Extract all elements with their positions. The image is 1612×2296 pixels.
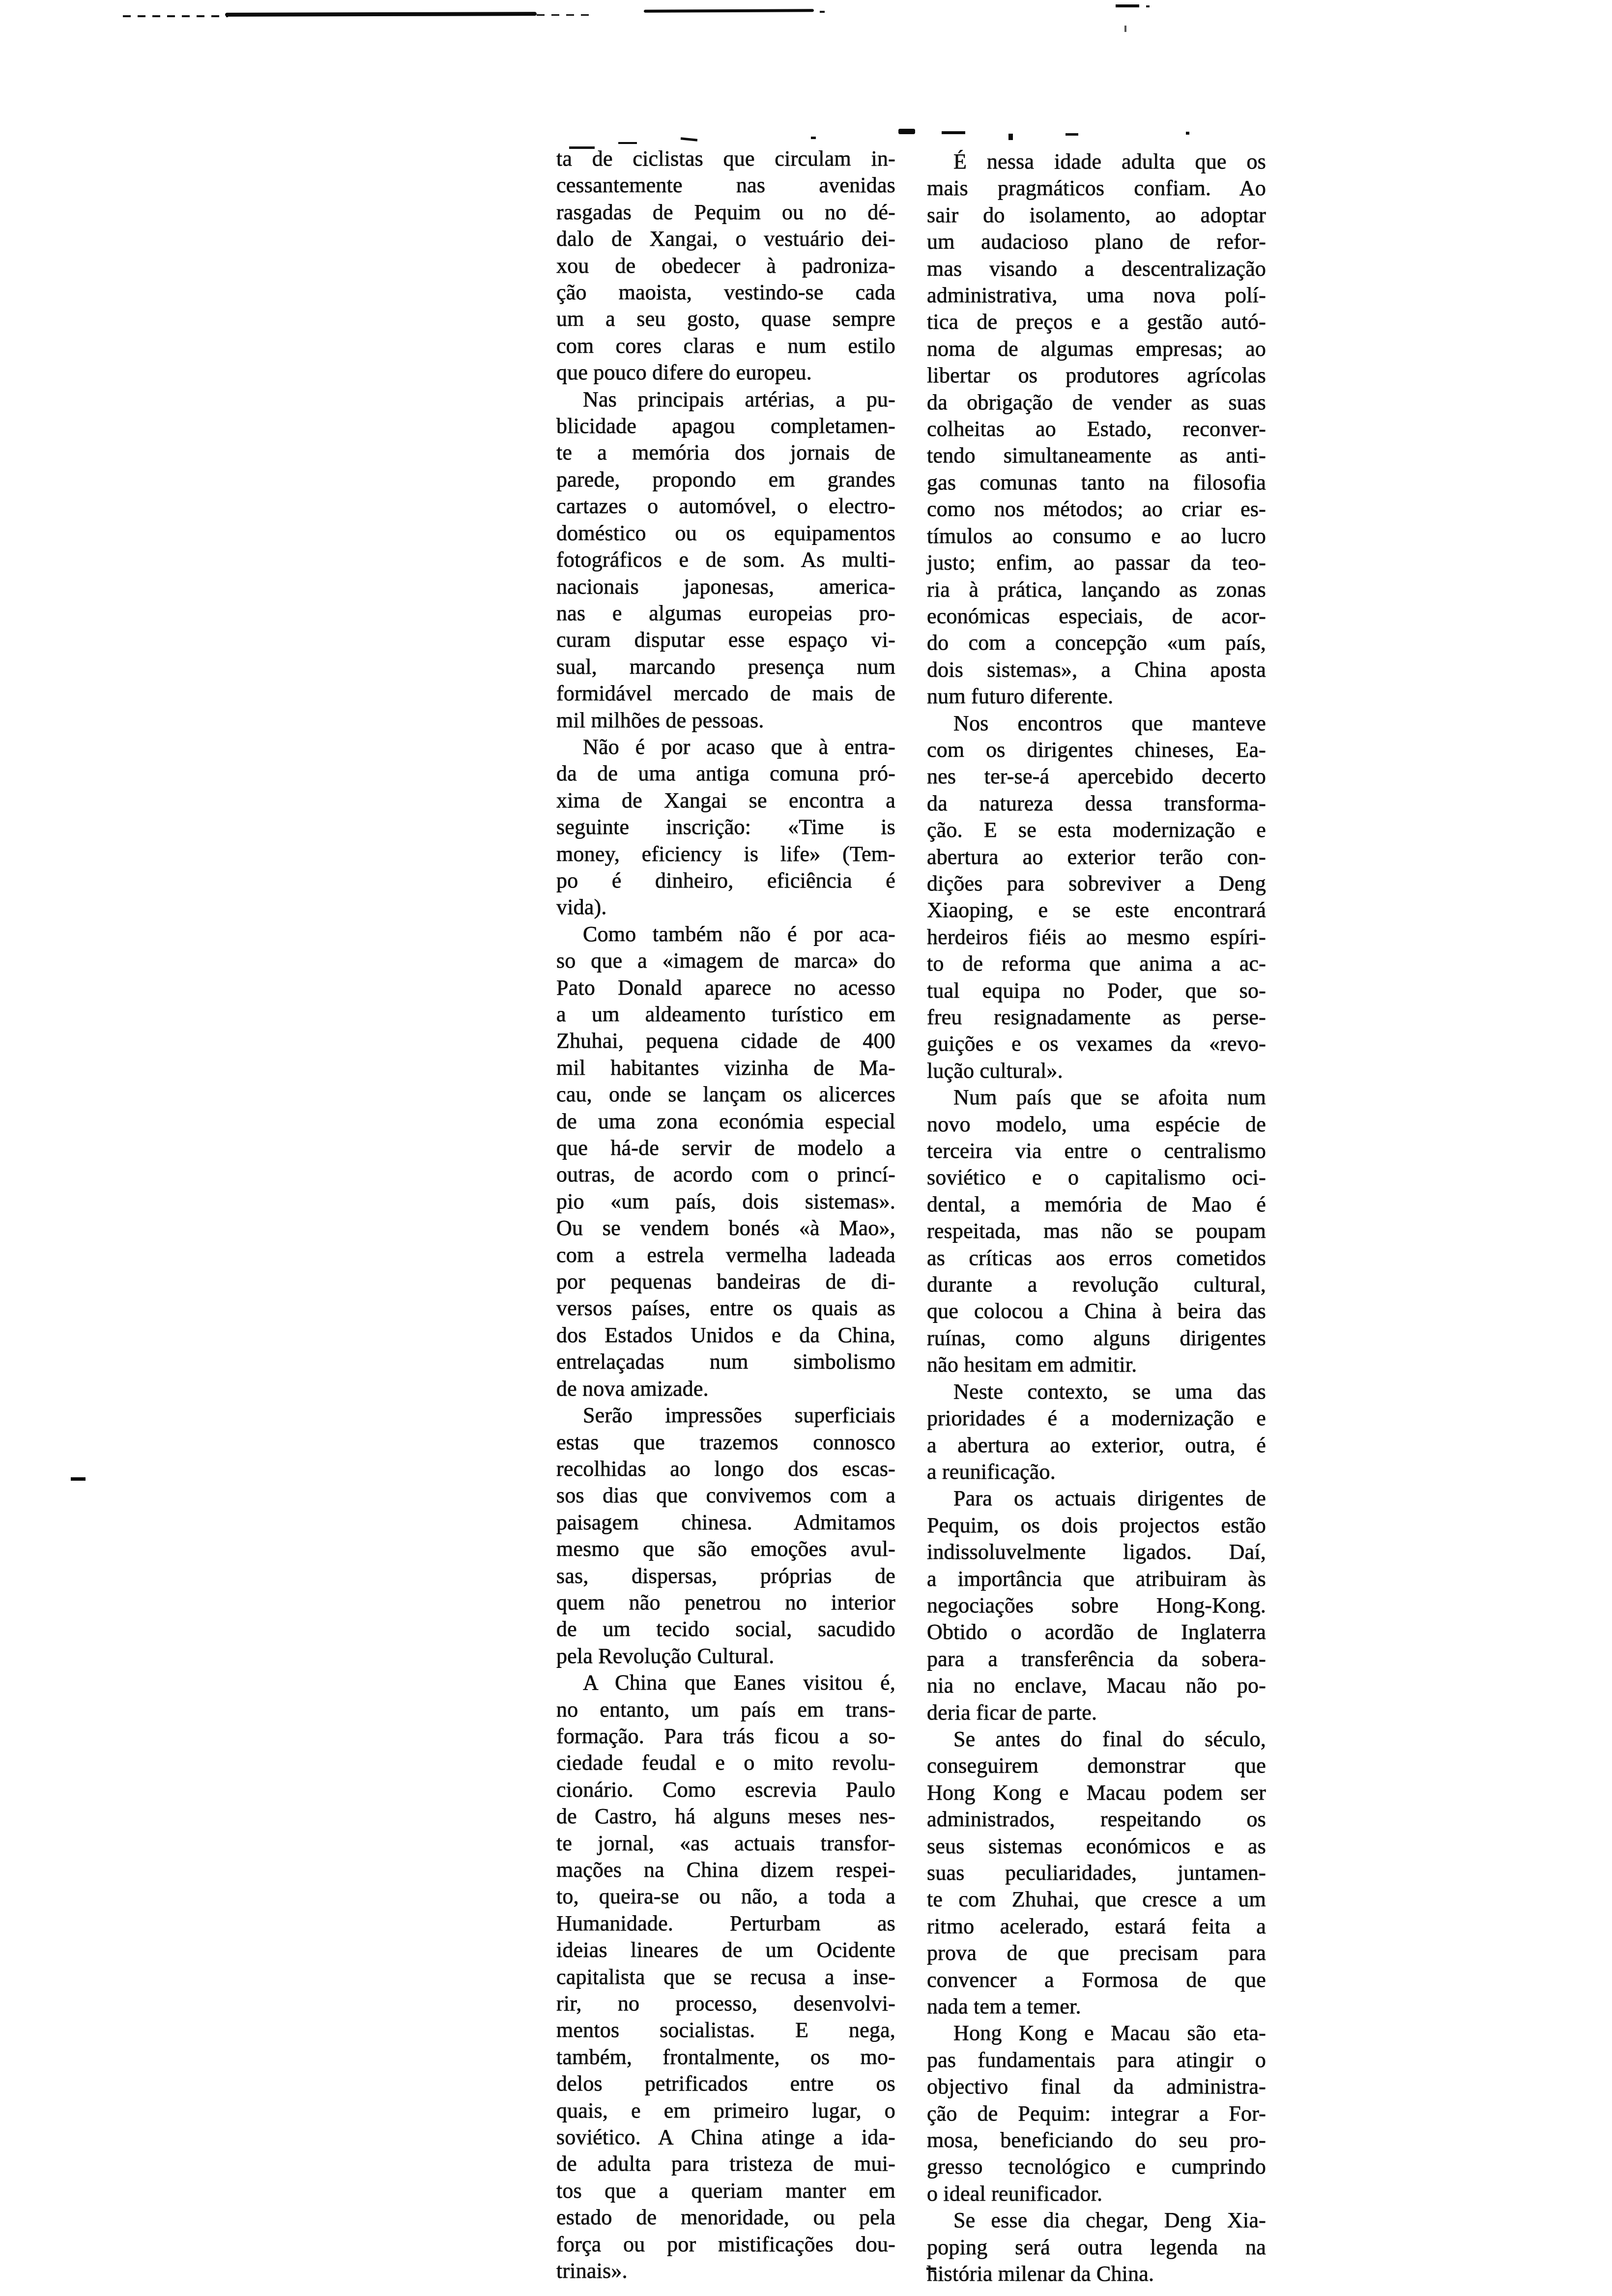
text-line: freu resignadamente as perse-	[927, 1005, 1266, 1029]
text-line: indissoluvelmente ligados. Daí,	[927, 1540, 1266, 1564]
scan-artifact-top-dash-far-right	[1116, 4, 1139, 7]
text-line: noma de algumas empresas; ao	[927, 336, 1266, 361]
text-line: Nos encontros que manteve	[953, 711, 1266, 735]
text-line: herdeiros fiéis ao mesmo espíri-	[927, 924, 1266, 949]
text-line: tual equipa no Poder, que so-	[927, 978, 1266, 1003]
text-line: Serão impressões superficiais	[583, 1403, 895, 1428]
text-line: quem não penetrou no interior	[556, 1590, 895, 1614]
text-line: xima de Xangai se encontra a	[556, 788, 895, 812]
text-line: parede, propondo em grandes	[556, 467, 895, 491]
text-line: Pequim, os dois projectos estão	[927, 1513, 1266, 1537]
text-line: curam disputar esse espaço vi-	[556, 628, 895, 652]
text-line: dois sistemas», a China aposta	[927, 657, 1266, 682]
text-line: libertar os produtores agrícolas	[927, 363, 1266, 388]
text-line: sair do isolamento, ao adoptar	[927, 202, 1266, 227]
text-line: terceira via entre o centralismo	[927, 1139, 1266, 1163]
scan-artifact-top-dot-2	[1146, 5, 1150, 7]
text-line: dições para sobreviver a Deng	[927, 871, 1266, 895]
text-line: A China que Eanes visitou é,	[583, 1670, 895, 1695]
text-line: Se esse dia chegar, Deng Xia-	[953, 2208, 1266, 2233]
text-line: nacionais japonesas, america-	[556, 574, 895, 599]
scan-artifact-speck-e	[898, 129, 915, 134]
paragraph	[556, 386, 895, 734]
text-line: um a seu gosto, quase sempre	[556, 307, 895, 331]
text-line: prioridades é a modernização e	[927, 1406, 1266, 1431]
text-line: Como também não é por aca-	[583, 921, 895, 946]
text-line: a abertura ao exterior, outra, é	[927, 1433, 1266, 1457]
text-line: Nas principais artérias, a pu-	[583, 387, 895, 411]
text-line: como nos métodos; ao criar es-	[927, 497, 1266, 521]
text-line: delos petrificados entre os	[556, 2071, 895, 2096]
text-line: do com a concepção «um país,	[927, 631, 1266, 655]
text-line: de nova amizade.	[556, 1376, 709, 1401]
text-line: trinais».	[556, 2259, 628, 2283]
text-line: ruínas, como alguns dirigentes	[927, 1325, 1266, 1350]
text-line: administrativa, uma nova polí-	[927, 283, 1266, 308]
scan-artifact-tick	[1124, 26, 1126, 32]
text-line: mil milhões de pessoas.	[556, 708, 764, 732]
text-line: durante a revolução cultural,	[927, 1272, 1266, 1297]
text-line: gresso tecnológico e cumprindo	[927, 2154, 1266, 2179]
text-line: ria à prática, lançando as zonas	[927, 577, 1266, 602]
text-line: mentos socialistas. E nega,	[556, 2018, 895, 2042]
text-line: novo modelo, uma espécie de	[927, 1112, 1266, 1136]
text-line: pas fundamentais para atingir o	[927, 2047, 1266, 2072]
text-line: Hong Kong e Macau são eta-	[953, 2021, 1266, 2045]
text-line: Se antes do final do século,	[953, 1726, 1266, 1751]
paragraph	[927, 148, 1266, 710]
text-line: mil habitantes vizinha de Ma-	[556, 1055, 895, 1080]
text-line: gas comunas tanto na filosofia	[927, 470, 1266, 494]
text-line: com cores claras e num estilo	[556, 333, 895, 358]
text-line: fotográficos e de som. As multi-	[556, 547, 895, 572]
text-line: tica de preços e a gestão autó-	[927, 310, 1266, 334]
text-line: po é dinheiro, eficiência é	[556, 868, 895, 892]
scan-artifact-speck-i	[1186, 132, 1189, 135]
paragraph	[927, 1485, 1266, 1726]
paragraph	[927, 710, 1266, 1085]
text-line: blicidade apagou completamen-	[556, 414, 895, 438]
text-line: que colocou a China à beira das	[927, 1299, 1266, 1323]
text-line: justo; enfim, ao passar da teo-	[927, 550, 1266, 575]
scan-artifact-top-line-right	[644, 9, 814, 13]
text-line: nada tem a temer.	[927, 1994, 1081, 2019]
text-line: dos Estados Unidos e da China,	[556, 1322, 895, 1347]
text-line: respeitada, mas não se poupam	[927, 1219, 1266, 1243]
text-line: Xiaoping, e se este encontrará	[927, 898, 1266, 922]
text-line: money, eficiency is life» (Tem-	[556, 841, 895, 866]
text-line: rasgadas de Pequim ou no dé-	[556, 200, 895, 224]
text-line: Humanidade. Perturbam as	[556, 1911, 895, 1935]
text-line: conseguirem demonstrar que	[927, 1753, 1266, 1778]
text-line: outras, de acordo com o princí-	[556, 1162, 895, 1187]
text-line: rir, no processo, desenvolvi-	[556, 1991, 895, 2016]
article-column-right	[927, 145, 1266, 2288]
text-line: negociações sobre Hong-Kong.	[927, 1593, 1266, 1617]
text-line: dental, a memória de Mao é	[927, 1192, 1266, 1216]
text-line: sos dias que convivemos com a	[556, 1483, 895, 1508]
text-line: Pato Donald aparece no acesso	[556, 975, 895, 1000]
text-line: sual, marcando presença num	[556, 654, 895, 679]
text-line: mas visando a descentralização	[927, 256, 1266, 281]
text-line: te a memória dos jornais de	[556, 440, 895, 465]
text-line: da obrigação de vender as suas	[927, 390, 1266, 414]
text-line: Não é por acaso que à entra-	[583, 734, 895, 759]
scan-artifact-top-dash-row	[123, 15, 228, 17]
text-line: capitalista que se recusa a inse-	[556, 1964, 895, 1989]
text-line: tendo simultaneamente as anti-	[927, 443, 1266, 468]
text-line: cartazes o automóvel, o electro-	[556, 494, 895, 518]
text-line: to de reforma que anima a ac-	[927, 951, 1266, 976]
paragraph	[556, 734, 895, 921]
text-line: guições e os vexames da «revo-	[927, 1032, 1266, 1056]
text-line: também, frontalmente, os mo-	[556, 2044, 895, 2069]
text-line: entrelaçadas num simbolismo	[556, 1349, 895, 1374]
text-line: da de uma antiga comuna pró-	[556, 761, 895, 786]
text-line: dalo de Xangai, o vestuário dei-	[556, 227, 895, 251]
scan-artifact-speck-b	[618, 142, 637, 144]
scan-artifact-top-dot-1	[820, 11, 825, 13]
scan-artifact-top-dash-tail	[537, 14, 595, 16]
text-line: administrados, respeitando os	[927, 1807, 1266, 1832]
text-line: xou de obedecer à padroniza-	[556, 253, 895, 278]
text-line: seguinte inscrição: «Time is	[556, 815, 895, 839]
text-line: a um aldeamento turístico em	[556, 1002, 895, 1026]
text-line: deria ficar de parte.	[927, 1700, 1097, 1724]
scan-artifact-speck-c	[681, 137, 697, 142]
text-line: nes ter-se-á apercebido decerto	[927, 764, 1266, 789]
text-line: lução cultural».	[927, 1058, 1063, 1083]
text-line: to, queira-se ou não, a toda a	[556, 1884, 895, 1909]
paragraph	[927, 2020, 1266, 2207]
text-line: com os dirigentes chineses, Ea-	[927, 737, 1266, 762]
text-line: seus sistemas económicos e as	[927, 1834, 1266, 1858]
text-line: prova de que precisam para	[927, 1941, 1266, 1965]
text-line: vida).	[556, 895, 607, 919]
text-line: económicas especiais, de acor-	[927, 603, 1266, 628]
scan-artifact-speck-d	[811, 137, 816, 139]
text-line: ção de Pequim: integrar a For-	[927, 2101, 1266, 2125]
text-line: mais pragmáticos confiam. Ao	[927, 176, 1266, 201]
text-line: nia no enclave, Macau não po-	[927, 1673, 1266, 1698]
text-line: o ideal reunificador.	[927, 2181, 1103, 2206]
text-line: Num país que se afoita num	[953, 1085, 1266, 1110]
text-line: abertura ao exterior terão con-	[927, 844, 1266, 869]
text-line: ta de ciclistas que circulam in-	[556, 146, 895, 171]
text-line: te com Zhuhai, que cresce a um	[927, 1887, 1266, 1912]
text-line: mações na China dizem respei-	[556, 1858, 895, 1882]
text-line: versos países, entre os quais as	[556, 1296, 895, 1320]
text-line: as críticas aos erros cometidos	[927, 1245, 1266, 1270]
text-line: sas, dispersas, próprias de	[556, 1563, 895, 1588]
text-line: quais, e em primeiro lugar, o	[556, 2098, 895, 2123]
scan-artifact-speck-f	[942, 131, 965, 134]
scan-artifact-speck-g	[1008, 134, 1013, 140]
text-line: um audacioso plano de refor-	[927, 230, 1266, 254]
text-line: que há-de servir de modelo a	[556, 1136, 895, 1160]
text-line: pio «um país, dois sistemas».	[556, 1189, 895, 1213]
text-line: recolhidas ao longo dos escas-	[556, 1456, 895, 1481]
text-line: formação. Para trás ficou a so-	[556, 1723, 895, 1748]
scan-artifact-top-line	[225, 12, 537, 17]
text-line: tímulos ao consumo e ao lucro	[927, 523, 1266, 548]
text-line: a importância que atribuiram às	[927, 1566, 1266, 1591]
text-line: soviético. A China atinge a ida-	[556, 2125, 895, 2150]
text-line: de uma zona económia especial	[556, 1109, 895, 1133]
text-line: Neste contexto, se uma das	[953, 1379, 1266, 1404]
text-line: ção maoista, vestindo-se cada	[556, 280, 895, 305]
text-line: poping será outra legenda na	[927, 2235, 1266, 2259]
text-line: de um tecido social, sacudido	[556, 1617, 895, 1641]
paragraph	[556, 145, 895, 386]
text-line: É nessa idade adulta que os	[953, 149, 1266, 173]
text-line: formidável mercado de mais de	[556, 681, 895, 706]
text-line: Ou se vendem bonés «à Mao»,	[556, 1216, 895, 1240]
text-line: no entanto, um país em trans-	[556, 1697, 895, 1722]
text-line: suas peculiaridades, juntamen-	[927, 1861, 1266, 1885]
text-line: ciedade feudal e o mito revolu-	[556, 1751, 895, 1775]
text-line: ideias lineares de um Ocidente	[556, 1938, 895, 1962]
text-line: ritmo acelerado, estará feita a	[927, 1914, 1266, 1938]
text-line: por pequenas bandeiras de di-	[556, 1269, 895, 1294]
text-line: nas e algumas europeias pro-	[556, 601, 895, 625]
text-line: paisagem chinesa. Admitamos	[556, 1510, 895, 1534]
text-line: so que a «imagem de marca» do	[556, 948, 895, 973]
text-line: cau, onde se lançam os alicerces	[556, 1082, 895, 1107]
paragraph	[927, 1378, 1266, 1486]
text-line: estas que trazemos connosco	[556, 1430, 895, 1454]
scan-artifact-left-margin-dash	[71, 1477, 86, 1481]
text-line: soviético e o capitalismo oci-	[927, 1165, 1266, 1190]
text-line: da natureza dessa transforma-	[927, 791, 1266, 815]
text-line: Hong Kong e Macau podem ser	[927, 1780, 1266, 1805]
text-line: ção. E se esta modernização e	[927, 818, 1266, 842]
article-column-left	[556, 145, 895, 2288]
text-line: de adulta para tristeza de mui-	[556, 2152, 895, 2176]
paragraph	[556, 1402, 895, 1669]
text-line: Para os actuais dirigentes de	[953, 1486, 1266, 1511]
text-line: a reunificação.	[927, 1459, 1056, 1484]
paragraph	[927, 1084, 1266, 1378]
text-line: cessantemente nas avenidas	[556, 173, 895, 198]
scan-artifact-speck-h	[1065, 133, 1078, 136]
text-line: mesmo que são emoções avul-	[556, 1537, 895, 1561]
text-line: para a transferência da sobera-	[927, 1646, 1266, 1671]
text-line: Obtido o acordão de Inglaterra	[927, 1620, 1266, 1644]
text-line: objectivo final da administra-	[927, 2074, 1266, 2099]
text-line: estado de menoridade, ou pela	[556, 2205, 895, 2230]
text-line: pela Revolução Cultural.	[556, 1643, 775, 1668]
text-line: história milenar da China.	[927, 2262, 1154, 2286]
paragraph	[927, 2207, 1266, 2287]
paragraph	[927, 1726, 1266, 2020]
text-line: com a estrela vermelha ladeada	[556, 1242, 895, 1267]
text-line: colheitas ao Estado, reconver-	[927, 417, 1266, 441]
text-line: tos que a queriam manter em	[556, 2178, 895, 2203]
paragraph	[556, 1669, 895, 2284]
text-line: te jornal, «as actuais transfor-	[556, 1831, 895, 1855]
text-line: cionário. Como escrevia Paulo	[556, 1777, 895, 1802]
article-text-block	[556, 145, 1266, 2288]
paragraph	[556, 921, 895, 1402]
text-line: doméstico ou os equipamentos	[556, 520, 895, 545]
text-line: de Castro, há alguns meses nes-	[556, 1804, 895, 1829]
text-line: mosa, beneficiando do seu pro-	[927, 2128, 1266, 2152]
text-line: num futuro diferente.	[927, 684, 1114, 709]
text-line: que pouco difere do europeu.	[556, 360, 812, 385]
text-line: não hesitam em admitir.	[927, 1352, 1137, 1377]
text-line: Zhuhai, pequena cidade de 400	[556, 1029, 895, 1053]
text-line: força ou por mistificações dou-	[556, 2232, 895, 2256]
text-line: convencer a Formosa de que	[927, 1967, 1266, 1992]
